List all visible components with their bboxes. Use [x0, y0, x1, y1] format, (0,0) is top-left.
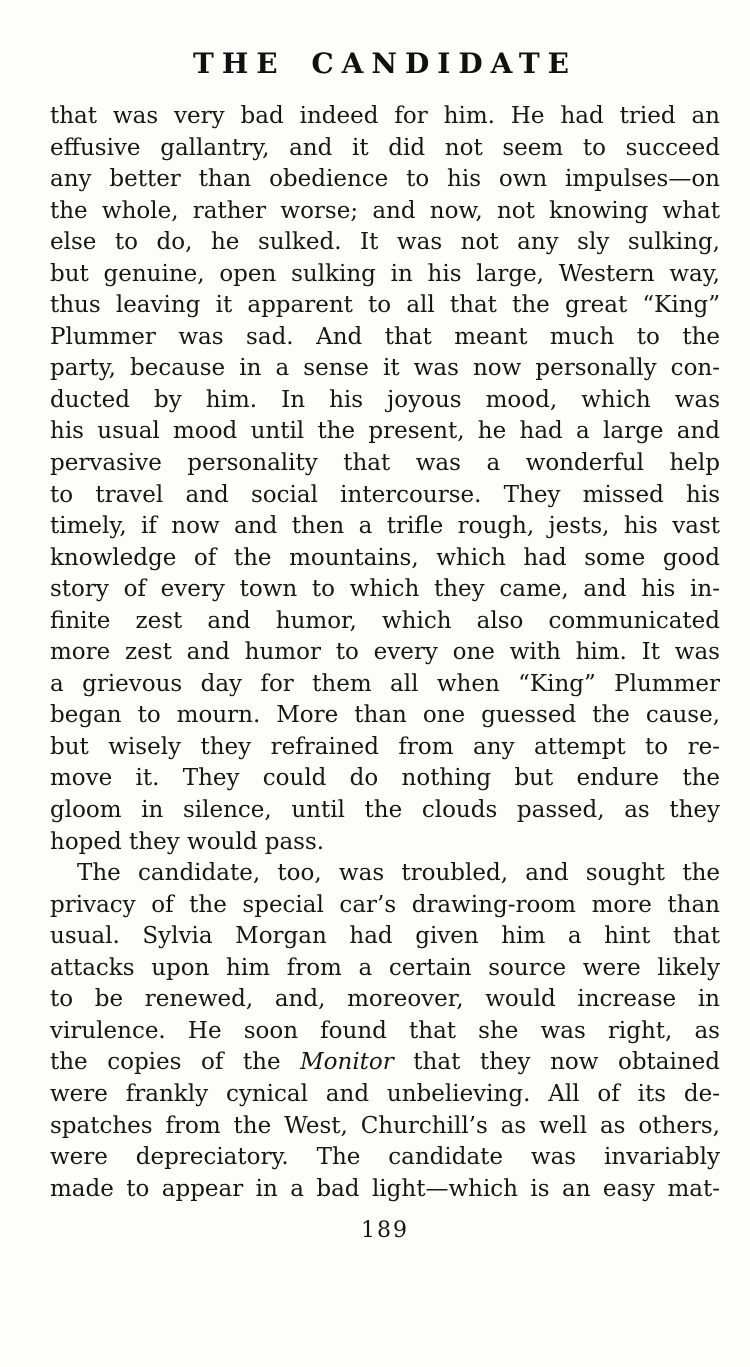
text-line: party, because in a sense it was now personally con-: [50, 355, 720, 382]
text-line: hoped they would pass.: [50, 828, 325, 855]
text-line: began to mourn. More than one guessed the cause,: [50, 702, 720, 729]
text-segment: the copies of the: [50, 1049, 301, 1076]
page-number: 189: [361, 1218, 409, 1244]
text-line: to be renewed, and, moreover, would increase in: [50, 986, 720, 1013]
text-line: were frankly cynical and unbelieving. All of its de-: [50, 1080, 720, 1107]
text-line: attacks upon him from a certain source were likely: [50, 954, 720, 981]
text-line: more zest and humor to every one with him. It was: [50, 639, 720, 666]
text-line: privacy of the special car’s drawing-room more than: [50, 891, 720, 918]
text-segment: that they now obtained: [393, 1049, 720, 1076]
text-line: finite zest and humor, which also communicated: [50, 607, 720, 634]
text-line: to travel and social intercourse. They missed his: [50, 481, 720, 508]
text-line: else to do, he sulked. It was not any sly sulking,: [50, 229, 720, 256]
text-line: pervasive personality that was a wonderful help: [50, 450, 720, 477]
text-line: but wisely they refrained from any attempt to re-: [50, 733, 720, 760]
text-line: move it. They could do nothing but endure the: [50, 765, 720, 792]
paragraph-2: [50, 858, 720, 1205]
text-line: made to appear in a bad light—which is an easy mat-: [50, 1175, 720, 1202]
text-line: gloom in silence, until the clouds passed, as they: [50, 797, 720, 824]
text-line: a grievous day for them all when “King” Plummer: [50, 670, 720, 697]
text-block: [50, 101, 720, 1205]
text-line: ducted by him. In his joyous mood, which was: [50, 386, 720, 413]
text-line: were depreciatory. The candidate was invariably: [50, 1144, 720, 1171]
text-line: The candidate, too, was troubled, and sought the: [77, 860, 720, 887]
text-line: his usual mood until the present, he had a large and: [50, 418, 720, 445]
text-line: that was very bad indeed for him. He had tried an: [50, 103, 720, 129]
text-line: story of every town to which they came, and his in-: [50, 576, 720, 603]
text-line: thus leaving it apparent to all that the great “King”: [50, 292, 720, 319]
text-line-with-italic: [50, 1047, 720, 1079]
italic-word: Monitor: [300, 1049, 394, 1076]
text-line: knowledge of the mountains, which had some good: [50, 544, 720, 571]
text-line: spatches from the West, Churchill’s as well as others,: [50, 1112, 720, 1139]
text-line: the whole, rather worse; and now, not knowing what: [50, 197, 720, 224]
page-title: THE CANDIDATE: [192, 47, 577, 80]
text-line: usual. Sylvia Morgan had given him a hint that: [50, 923, 720, 950]
text-line: effusive gallantry, and it did not seem to succeed: [50, 134, 720, 161]
text-line: any better than obedience to his own impulses—on: [50, 166, 720, 193]
text-line: but genuine, open sulking in his large, Western way,: [50, 260, 720, 287]
text-line: virulence. He soon found that she was right, as: [50, 1017, 720, 1044]
paragraph-1: [50, 101, 720, 858]
text-line: Plummer was sad. And that meant much to the: [50, 323, 720, 350]
text-line: timely, if now and then a trifle rough, jests, his vast: [50, 513, 720, 540]
